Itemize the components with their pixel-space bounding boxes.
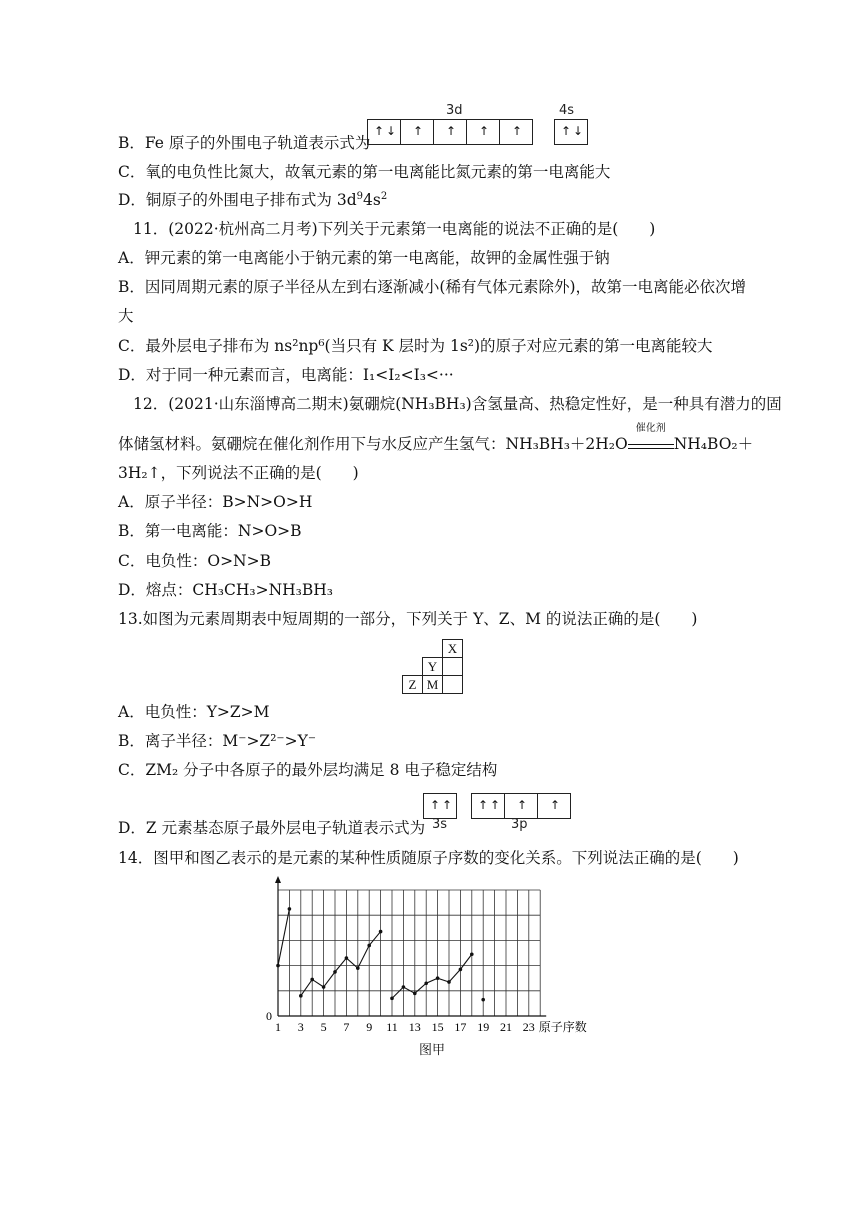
property-vs-atomic-number-chart [255,872,605,1062]
orbital-box [500,120,532,144]
q12-option-c[interactable]: C．电负性：O>N>B [118,552,271,570]
q13-stem: 13.如图为元素周期表中短周期的一部分，下列关于 Y、Z、M 的说法正确的是( ) [118,610,698,628]
up-arrow-icon: ↑ [517,798,528,812]
orbital-box [467,120,500,144]
data-point [367,944,371,948]
orbital-box [401,120,434,144]
q11-option-a[interactable]: A．钾元素的第一电离能小于钠元素的第一电离能，故钾的金属性强于钠 [118,249,610,267]
x-tick-label: 5 [320,1020,327,1034]
data-point [356,966,360,970]
orbital-box [538,794,570,818]
up-arrow-icon: ↑ [374,124,385,138]
chart-caption: 图甲 [419,1043,446,1058]
data-point [481,998,485,1002]
q12-stem-line1: 12．(2021·山东淄博高二期末)氨硼烷(NH₃BH₃)含氢量高、热稳定性好，是一种具有潜力的固 [133,395,782,413]
data-point [310,978,314,982]
q11-option-b[interactable]: B．因同周期元素的原子半径从左到右逐渐减小(稀有气体元素除外)，故第一电离能必依次增 [118,278,746,296]
q12-option-a[interactable]: A．原子半径：B>N>O>H [118,493,313,511]
series-line [392,954,472,998]
q12-stem-line3: 3H₂↑，下列说法不正确的是( ) [118,464,359,482]
q10-option-b[interactable] [118,133,370,153]
catalyst-label: 催化剂 [635,423,666,434]
x-tick-label: 13 [408,1020,421,1034]
q10-option-c[interactable]: C．氧的电负性比氮大，故氧元素的第一电离能比氮元素的第一电离能大 [118,163,611,181]
x-tick-label: 1 [275,1020,281,1034]
x-tick-label: 21 [500,1020,512,1034]
orbital-box [424,794,456,818]
q11-option-b-cont: 大 [118,307,134,325]
data-point [413,992,417,996]
fe-4s-orbital-diagram [554,119,588,145]
up-arrow-icon: ↑ [413,124,424,138]
data-point [447,980,451,984]
up-arrow-icon: ↑ [478,798,489,812]
x-axis-label: 原子序数 [538,1020,587,1034]
fe-3d-orbital-diagram [367,119,533,145]
orbital-3d-label: 3d [446,103,463,118]
q12-option-b[interactable]: B．第一电离能：N>O>B [118,522,302,540]
x-tick-label: 3 [297,1020,304,1034]
y-axis-arrow [275,876,281,883]
data-point [345,956,349,960]
data-point [322,985,326,989]
q14-stem: 14．图甲和图乙表示的是元素的某种性质随原子序数的变化关系。下列说法正确的是( ) [118,849,739,867]
q12-option-d[interactable]: D．熔点：CH₃CH₃>NH₃BH₃ [118,581,334,599]
q13-option-b[interactable]: B．离子半径：M⁻>Z²⁻>Y⁻ [118,732,316,750]
periodic-table-fragment [402,639,463,694]
orbital-box [505,794,538,818]
data-point [276,964,280,968]
cell-m: M [423,676,443,694]
q11-stem: 11．(2022·杭州高二月考)下列关于元素第一电离能的说法不正确的是( ) [133,220,656,238]
data-point [459,968,463,972]
data-point [436,976,440,980]
down-arrow-icon: ↓ [573,124,584,138]
up-arrow-icon: ↑ [479,124,490,138]
q12-stem-text: NH₄BO₂＋ [673,435,754,453]
q11-option-c[interactable]: C．最外层电子排布为 ns²np⁶(当只有 K 层时为 1s²)的原子对应元素的第一电离能较大 [118,337,713,355]
series-line [301,932,381,996]
q13-option-a[interactable]: A．电负性：Y>Z>M [118,703,270,721]
x-tick-label: 9 [366,1020,373,1034]
z-3s-orbital-diagram [423,793,457,819]
catalyst-equals-sign [628,423,674,449]
data-point [390,997,394,1001]
q11-option-d[interactable]: D．对于同一种元素而言，电离能：I₁<I₂<I₃<··· [118,366,454,384]
data-point [299,994,303,998]
superscript: 2 [380,190,388,202]
up-arrow-icon: ↑ [446,124,457,138]
data-point [288,907,292,911]
x-tick-label: 23 [522,1020,535,1034]
q12-stem-line2 [118,423,754,454]
orbital-box [555,120,587,144]
q13-option-d[interactable]: D．Z 元素基态原子最外层电子轨道表示式为 [118,819,426,837]
x-tick-label: 17 [454,1020,467,1034]
x-tick-label: 19 [477,1020,490,1034]
x-tick-label: 15 [431,1020,444,1034]
down-arrow-icon: ↓ [386,124,397,138]
orbital-3p-label: 3p [511,817,528,832]
cell-z: Z [403,676,423,694]
cell-x: X [443,640,463,658]
data-point [333,970,337,974]
z-3p-orbital-diagram [471,793,571,819]
superscript: 9 [356,190,364,202]
up-arrow-icon: ↑ [550,798,561,812]
x-tick-label: 7 [343,1020,350,1034]
q12-stem-text: 体储氢材料。氨硼烷在催化剂作用下与水反应产生氢气：NH₃BH₃＋2H₂O [118,435,628,453]
data-point [470,952,474,956]
data-point [402,985,406,989]
data-point [379,930,383,934]
orbital-box [472,794,505,818]
x-tick-label: 11 [386,1020,398,1034]
orbital-box [368,120,401,144]
q10-option-d-text: 4s [363,191,381,209]
up-arrow-icon: ↑ [442,798,453,812]
origin-label: 0 [266,1009,272,1023]
q10-option-d-text: D．铜原子的外围电子排布式为 3d [118,191,357,209]
series-line [278,909,289,966]
chart-grid [278,890,540,1016]
up-arrow-icon: ↑ [512,124,523,138]
orbital-3s-label: 3s [432,817,448,832]
orbital-box [434,120,467,144]
chart-axes [275,876,546,1016]
up-arrow-icon: ↑ [490,798,501,812]
q10-option-b-text: B．Fe 原子的外围电子轨道表示式为 [118,134,371,152]
data-point [424,981,428,985]
orbital-4s-label: 4s [559,103,575,118]
up-arrow-icon: ↑ [430,798,441,812]
q13-option-c[interactable]: C．ZM₂ 分子中各原子的最外层均满足 8 电子稳定结构 [118,761,498,779]
up-arrow-icon: ↑ [561,124,572,138]
cell-y: Y [423,658,443,676]
q10-option-d[interactable] [118,190,387,210]
